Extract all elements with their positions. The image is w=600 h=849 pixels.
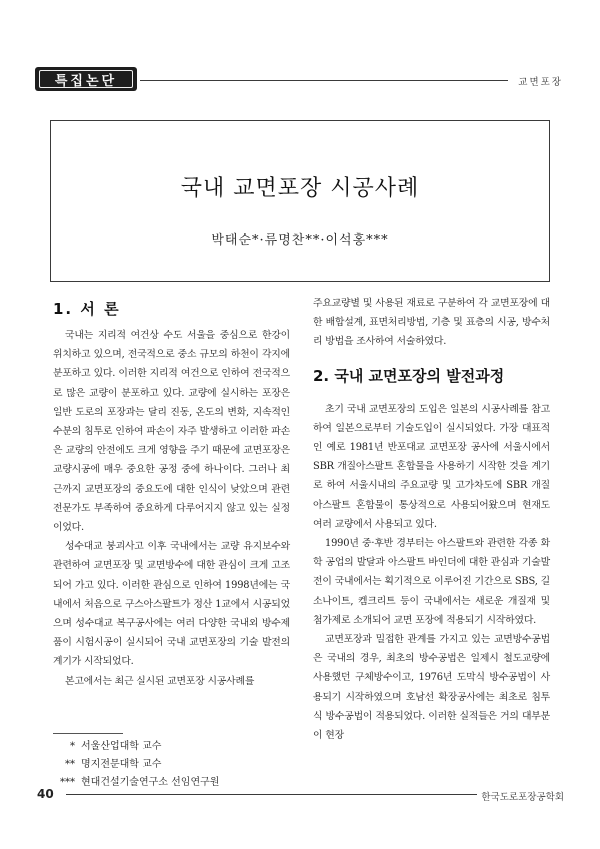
title-box [50,120,550,282]
column-badge-label: 특집논단 [39,70,133,88]
section-heading-intro: 1. 서 론 [53,300,121,318]
author-line: 박태순*·류명찬**·이석홍*** [211,233,389,248]
paragraph: 1990년 중·후반 경부터는 아스팔트와 관련한 각종 화학 공업의 발달과 아스팔트 바인더에 대한 관심과 기술발전이 국내에서는 획기적으로 이루어진 기간으로 SBS, 길소나이트, 켐크리트 등이 국내에서는 새로운 개질재 및 첨가제로 소개되어 교면 포장에 적용되기 시작하였다. [313,538,550,626]
footnote: *** 현대건설기술연구소 선임연구원 [60,777,220,788]
section-tag: 교면포장 [508,78,563,88]
footnotes [53,738,219,792]
paragraph: 성수대교 붕괴사고 이후 국내에서는 교량 유지보수와 관련하여 교면포장 및 교면방수에 대한 관심이 크게 고조되어 가고 있다. 이러한 관심으로 인하여 1998년에는 국내에서 처음으로 구스아스팔트가 정산 1교에서 시공되었으며 성수대교 복구공사에는 여러 다양한 국내외 방수제품이 시험시공이 실시되어 국내 교면포장의 기술 발전의 계기가 시작되었다. [53,541,290,668]
paragraph: 본고에서는 최근 실시된 교면포장 시공사례를 [65,675,255,687]
footnote: ** 명지전문대학 교수 [65,759,162,770]
footnote-rule [53,733,123,734]
paragraph: 국내는 지리적 여건상 수도 서울을 중심으로 한강이 위치하고 있으며, 전국적으로 중소 규모의 하천이 각지에 분포하고 있다. 이러한 지리적 여건으로 인하여 전국적으로 많은 교량이 분포하고 있다. 교량에 실시하는 포장은 일반 도로의 포장과는 달리 진동, 온도의 변화, 지속적인 수분의 침투로 인하여 파손이 자주 발생하고 이러한 파손은 교량의 안전에도 크게 영향을 주기 때문에 교면포장은 교량시공에 매우 중요한 공정 중에 하나이다. 그러나 최근까지 교면포장의 중요도에 대한 인식이 낮았으며 관련 전문가도 부족하여 중요하게 다루어지지 않고 있는 실정이었다. [53,330,290,534]
paragraph: 주요교량별 및 사용된 재료로 구분하여 각 교면포장에 대한 배합설계, 표면처리방법, 기층 및 표층의 시공, 방수처리 방법을 조사하여 서술하였다. [313,298,550,348]
header-rule [140,80,563,81]
column-badge [35,67,137,91]
left-column [53,296,290,691]
article-title: 국내 교면포장 시공사례 [180,176,420,201]
paragraph: 초기 국내 교면포장의 도입은 일본의 시공사례를 참고하여 일본으로부터 기술도입이 실시되었다. 가장 대표적인 예로 1981년 반포대교 교면포장 공사에 서울시에서 SBR 개질아스팔트 혼합물을 사용하기 시작한 것을 계기로 하여 서울시내의 주요교량 및 고가차도에 SBR 개질아스팔트 혼합물이 통상적으로 사용되어왔으며 현재도 여러 교량에서 사용되고 있다. [313,403,550,530]
page-number: 40 [37,787,54,801]
footnote: * 서울산업대학 교수 [70,741,162,752]
footer-rule [66,794,536,795]
paragraph: 교면포장과 밀접한 관계를 가지고 있는 교면방수공법은 국내의 경우, 최초의 방수공법은 일제시 철도교량에 사용했던 구체방수이고, 1976년 도막식 방수공법이 사용되기 시작하였으며 호남선 확장공사에는 최초로 침투식 방수공법이 적용되었다. 이러한 실적들은 거의 대부분이 현장 [313,634,550,742]
right-column [313,294,550,745]
section-heading-development: 2. 국내 교면포장의 발전과정 [313,366,505,385]
publisher-name: 한국도로포장공학회 [477,789,564,803]
